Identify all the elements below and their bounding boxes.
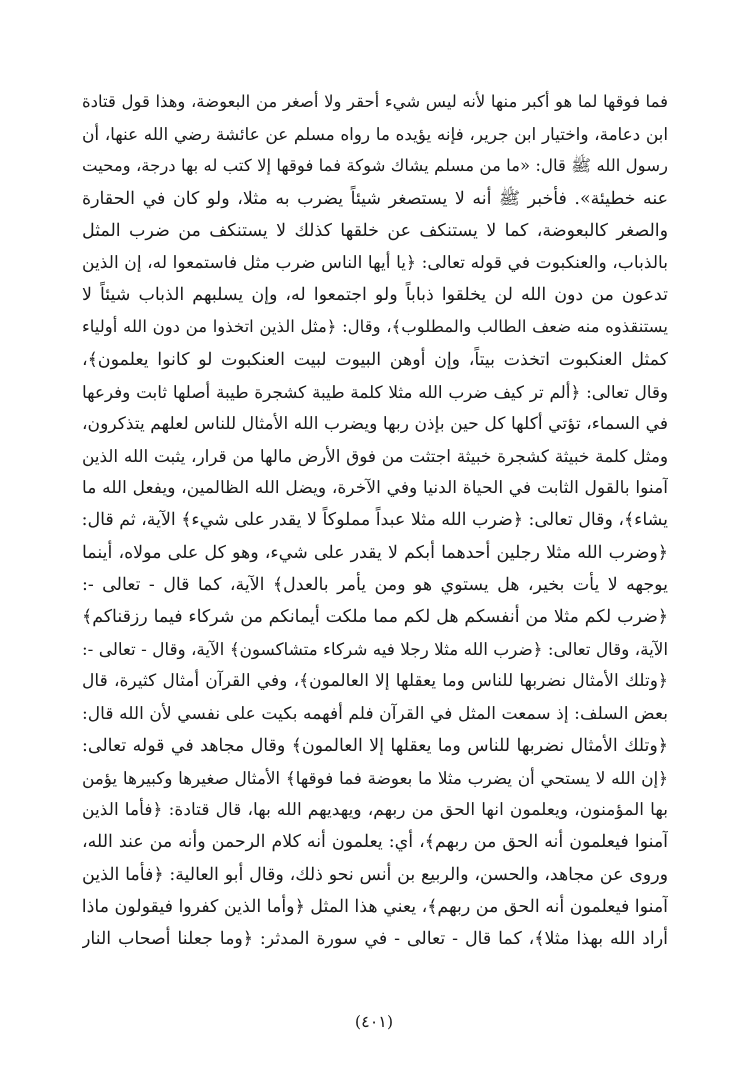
- text-line-17: ﴿ضرب لكم مثلا من أنفسكم هل لكم مما ملكت أيمانكم من شركاء فيما رزقناكم﴾: [82, 607, 668, 627]
- text-line-9: كمثل العنكبوت اتخذت بيتاً، وإن أوهن البيوت لبيت العنكبوت لو كانوا يعلمون﴾،: [82, 349, 668, 370]
- text-line-12: ومثل كلمة خبيثة كشجرة خبيثة اجتثت من فوق الأرض مالها من قرار، يثبت الله الذين: [82, 446, 668, 467]
- text-line-22: ﴿إن الله لا يستحي أن يضرب مثلا ما بعوضة فما فوقها﴾ الأمثال صغيرها وكبيرها يؤمن: [82, 767, 668, 788]
- text-line-15: ﴿وضرب الله مثلا رجلين أحدهما أبكم لا يقدر على شيء، وهو كل على مولاه، أينما: [82, 542, 668, 563]
- text-line-6: بالذباب، والعنكبوت في قوله تعالى: ﴿يا أيها الناس ضرب مثل فاستمعوا له، إن الذين: [82, 252, 668, 273]
- text-line-27: أراد الله بهذا مثلا﴾، كما قال - تعالى - في سورة المدثر: ﴿وما جعلنا أصحاب النار: [82, 928, 668, 949]
- text-line-5: والصغر كالبعوضة، كما لا يستنكف عن خلقها كذلك لا يستنكف من ضرب المثل: [82, 220, 668, 241]
- page-number: (٤٠١): [354, 1012, 394, 1031]
- text-line-24: آمنوا فيعلمون أنه الحق من ربهم﴾، أي: يعلمون أنه كلام الرحمن وأنه من عند الله،: [82, 832, 668, 853]
- text-line-25: وروى عن مجاهد، والحسن، والربيع بن أنس نحو ذلك، وقال أبو العالية: ﴿فأما الذين: [82, 864, 668, 885]
- body-text: [82, 86, 668, 955]
- text-line-20: بعض السلف: إذ سمعت المثل في القرآن فلم أفهمه بكيت على نفسي لأن الله قال:: [82, 703, 668, 724]
- text-line-19: ﴿وتلك الأمثال نضربها للناس وما يعقلها إلا العالمون﴾، وفي القرآن أمثال كثيرة، قال: [82, 671, 668, 692]
- text-line-1: فما فوقها لما هو أكبر منها لأنه ليس شيء أحقر ولا أصغر من البعوضة، وهذا قول قتادة: [82, 92, 668, 111]
- text-line-7: تدعون من دون الله لن يخلقوا ذباباً ولو اجتمعوا له، وإن يسلبهم الذباب شيئاً لا: [82, 285, 668, 306]
- text-line-13: آمنوا بالقول الثابت في الحياة الدنيا وفي الآخرة، ويضل الله الظالمين، ويفعل الله ما: [82, 478, 668, 499]
- text-line-14: يشاء﴾، وقال تعالى: ﴿ضرب الله مثلا عبداً مملوكاً لا يقدر على شيء﴾ الآية، ثم قال:: [82, 510, 668, 531]
- text-line-11: في السماء، تؤتي أكلها كل حين بإذن ربها ويضرب الله الأمثال للناس لعلهم يتذكرون،: [82, 413, 668, 434]
- text-line-8: يستنقذوه منه ضعف الطالب والمطلوب﴾، وقال: ﴿مثل الذين اتخذوا من دون الله أولياء: [82, 317, 668, 337]
- text-line-10: وقال تعالى: ﴿ألم تر كيف ضرب الله مثلا كلمة طيبة كشجرة طيبة أصلها ثابت وفرعها: [82, 381, 668, 402]
- text-line-26: آمنوا فيعلمون أنه الحق من ربهم﴾، يعني هذا المثل ﴿وأما الذين كفروا فيقولون ماذا: [82, 896, 668, 917]
- text-line-3: رسول الله ﷺ قال: «ما من مسلم يشاك شوكة فما فوقها إلا كتب له بها درجة، ومحيت: [82, 156, 668, 176]
- text-line-2: ابن دعامة، واختيار ابن جرير، فإنه يؤيده ما رواه مسلم عن عائشة رضي الله عنها، أن: [82, 124, 668, 145]
- text-line-4: عنه خطيئة». فأخبر ﷺ أنه لا يستصغر شيئاً يضرب به مثلا، ولو كان في الحقارة: [82, 188, 668, 209]
- text-line-21: ﴿وتلك الأمثال نضربها للناس وما يعقلها إلا العالمون﴾ وقال مجاهد في قوله تعالى:: [82, 735, 668, 756]
- text-line-16: يوجهه لا يأت بخير، هل يستوي هو ومن يأمر بالعدل﴾ الآية، كما قال - تعالى -:: [82, 574, 668, 595]
- text-line-23: بها المؤمنون، ويعلمون انها الحق من ربهم، ويهديهم الله بها، قال قتادة: ﴿فأما الذين: [82, 800, 668, 821]
- text-line-18: الآية، وقال تعالى: ﴿ضرب الله مثلا رجلا فيه شركاء متشاكسون﴾ الآية، وقال - تعالى -:: [82, 639, 668, 660]
